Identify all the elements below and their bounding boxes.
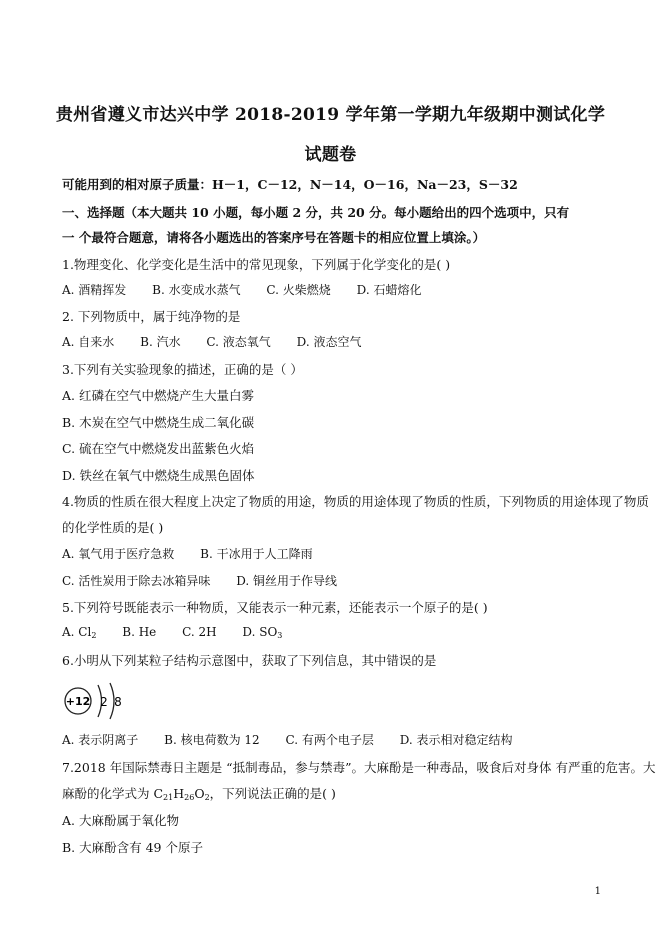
question-2-option-c: C. 液态氧气 <box>206 335 271 349</box>
question-6-option-b: B. 核电荷数为 12 <box>164 733 260 747</box>
question-4-option-a: A. 氧气用于医疗急救 <box>62 547 175 561</box>
page-number: 1 <box>594 886 601 897</box>
electron-shell-2-count: 8 <box>114 695 122 709</box>
question-3-option-d: D. 铁丝在氧气中燃烧生成黑色固体 <box>62 468 255 483</box>
question-5-options <box>62 625 304 640</box>
question-2-option-b: B. 汽水 <box>140 335 181 349</box>
question-5-stem: 5.下列符号既能表示一种物质，又能表示一种元素，还能表示一个原子的是( ) <box>62 600 488 615</box>
question-5-option-b: B. He <box>122 625 157 639</box>
question-1-options <box>62 281 443 298</box>
section1-instructions-line1: 一、选择题（本大题共 10 小题，每小题 2 分，共 20 分。每小题给出的四个选项中，只有 <box>62 205 570 220</box>
question-6-option-d: D. 表示相对稳定结构 <box>399 733 513 747</box>
question-4-option-c: C. 活性炭用于除去冰箱异味 <box>62 574 211 588</box>
question-3-stem: 3.下列有关实验现象的描述，正确的是（ ） <box>62 362 303 377</box>
question-1-option-a: A. 酒精挥发 <box>62 283 127 297</box>
question-5-option-a: A. $Cl_2$ <box>62 625 97 640</box>
question-2-option-d: D. 液态空气 <box>296 335 362 349</box>
question-4-options-row1 <box>62 545 335 562</box>
electron-shell-1-count: 2 <box>100 695 108 709</box>
question-4-options-row2 <box>62 572 359 589</box>
question-2-stem: 2. 下列物质中，属于纯净物的是 <box>62 309 241 324</box>
question-7-option-b: B. 大麻酚含有 49 个原子 <box>62 840 203 855</box>
question-6-options <box>62 731 535 748</box>
exam-title-line2: 试题卷 <box>304 145 357 165</box>
question-3-option-c: C. 硫在空气中燃烧发出蓝紫色火焰 <box>62 441 255 456</box>
question-3-option-b: B. 木炭在空气中燃烧生成二氧化碳 <box>62 415 255 430</box>
question-1-stem: 1.物理变化、化学变化是生活中的常见现象，下列属于化学变化的是( ) <box>62 257 451 272</box>
atomic-structure-diagram <box>60 677 130 725</box>
atomic-masses: 可能用到的相对原子质量：H－1，C－12，N－14，O－16，Na－23，S－32 <box>62 177 518 192</box>
question-5-option-d: D. $SO_3$ <box>242 625 283 640</box>
exam-title-line1: 贵州省遵义市达兴中学 2018-2019 学年第一学期九年级期中测试化学 <box>55 105 606 125</box>
question-5-option-c: C. 2H <box>182 625 217 639</box>
question-4-stem-line1: 4.物质的性质在很大程度上决定了物质的用途，物质的用途体现了物质的性质，下列物质的用途体现了物质 <box>62 494 649 509</box>
question-3-option-a: A. 红磷在空气中燃烧产生大量白雾 <box>62 388 254 403</box>
question-1-option-c: C. 火柴燃烧 <box>266 283 331 297</box>
question-7-stem-line1: 7.2018 年国际禁毒日主题是 “抵制毒品，参与禁毒”。大麻酚是一种毒品，吸食后对身体 有严重的危害。大 <box>62 760 656 775</box>
section1-instructions-line2: 一 个最符合题意，请将各小题选出的答案序号在答题卡的相应位置上填涂。） <box>62 230 486 245</box>
question-1-option-b: B. 水变成水蒸气 <box>152 283 241 297</box>
question-6-option-c: C. 有两个电子层 <box>285 733 374 747</box>
question-7-option-a: A. 大麻酚属于氧化物 <box>62 813 179 828</box>
question-4-stem-line2: 的化学性质的是( ) <box>62 520 164 535</box>
question-6-stem: 6.小明从下列某粒子结构示意图中，获取了下列信息，其中错误的是 <box>62 653 437 668</box>
question-4-option-b: B. 干冰用于人工降雨 <box>200 547 313 561</box>
question-2-option-a: A. 自来水 <box>62 335 115 349</box>
question-7-stem-line2: 麻酚的化学式为 $C_{21}H_{26}O_2$，下列说法正确的是( ) <box>62 786 336 802</box>
question-4-option-d: D. 铜丝用于作导线 <box>236 574 338 588</box>
question-1-option-d: D. 石蜡熔化 <box>356 283 422 297</box>
question-2-options <box>62 333 383 350</box>
question-6-option-a: A. 表示阴离子 <box>62 733 139 747</box>
nucleus-charge: +12 <box>65 695 91 708</box>
